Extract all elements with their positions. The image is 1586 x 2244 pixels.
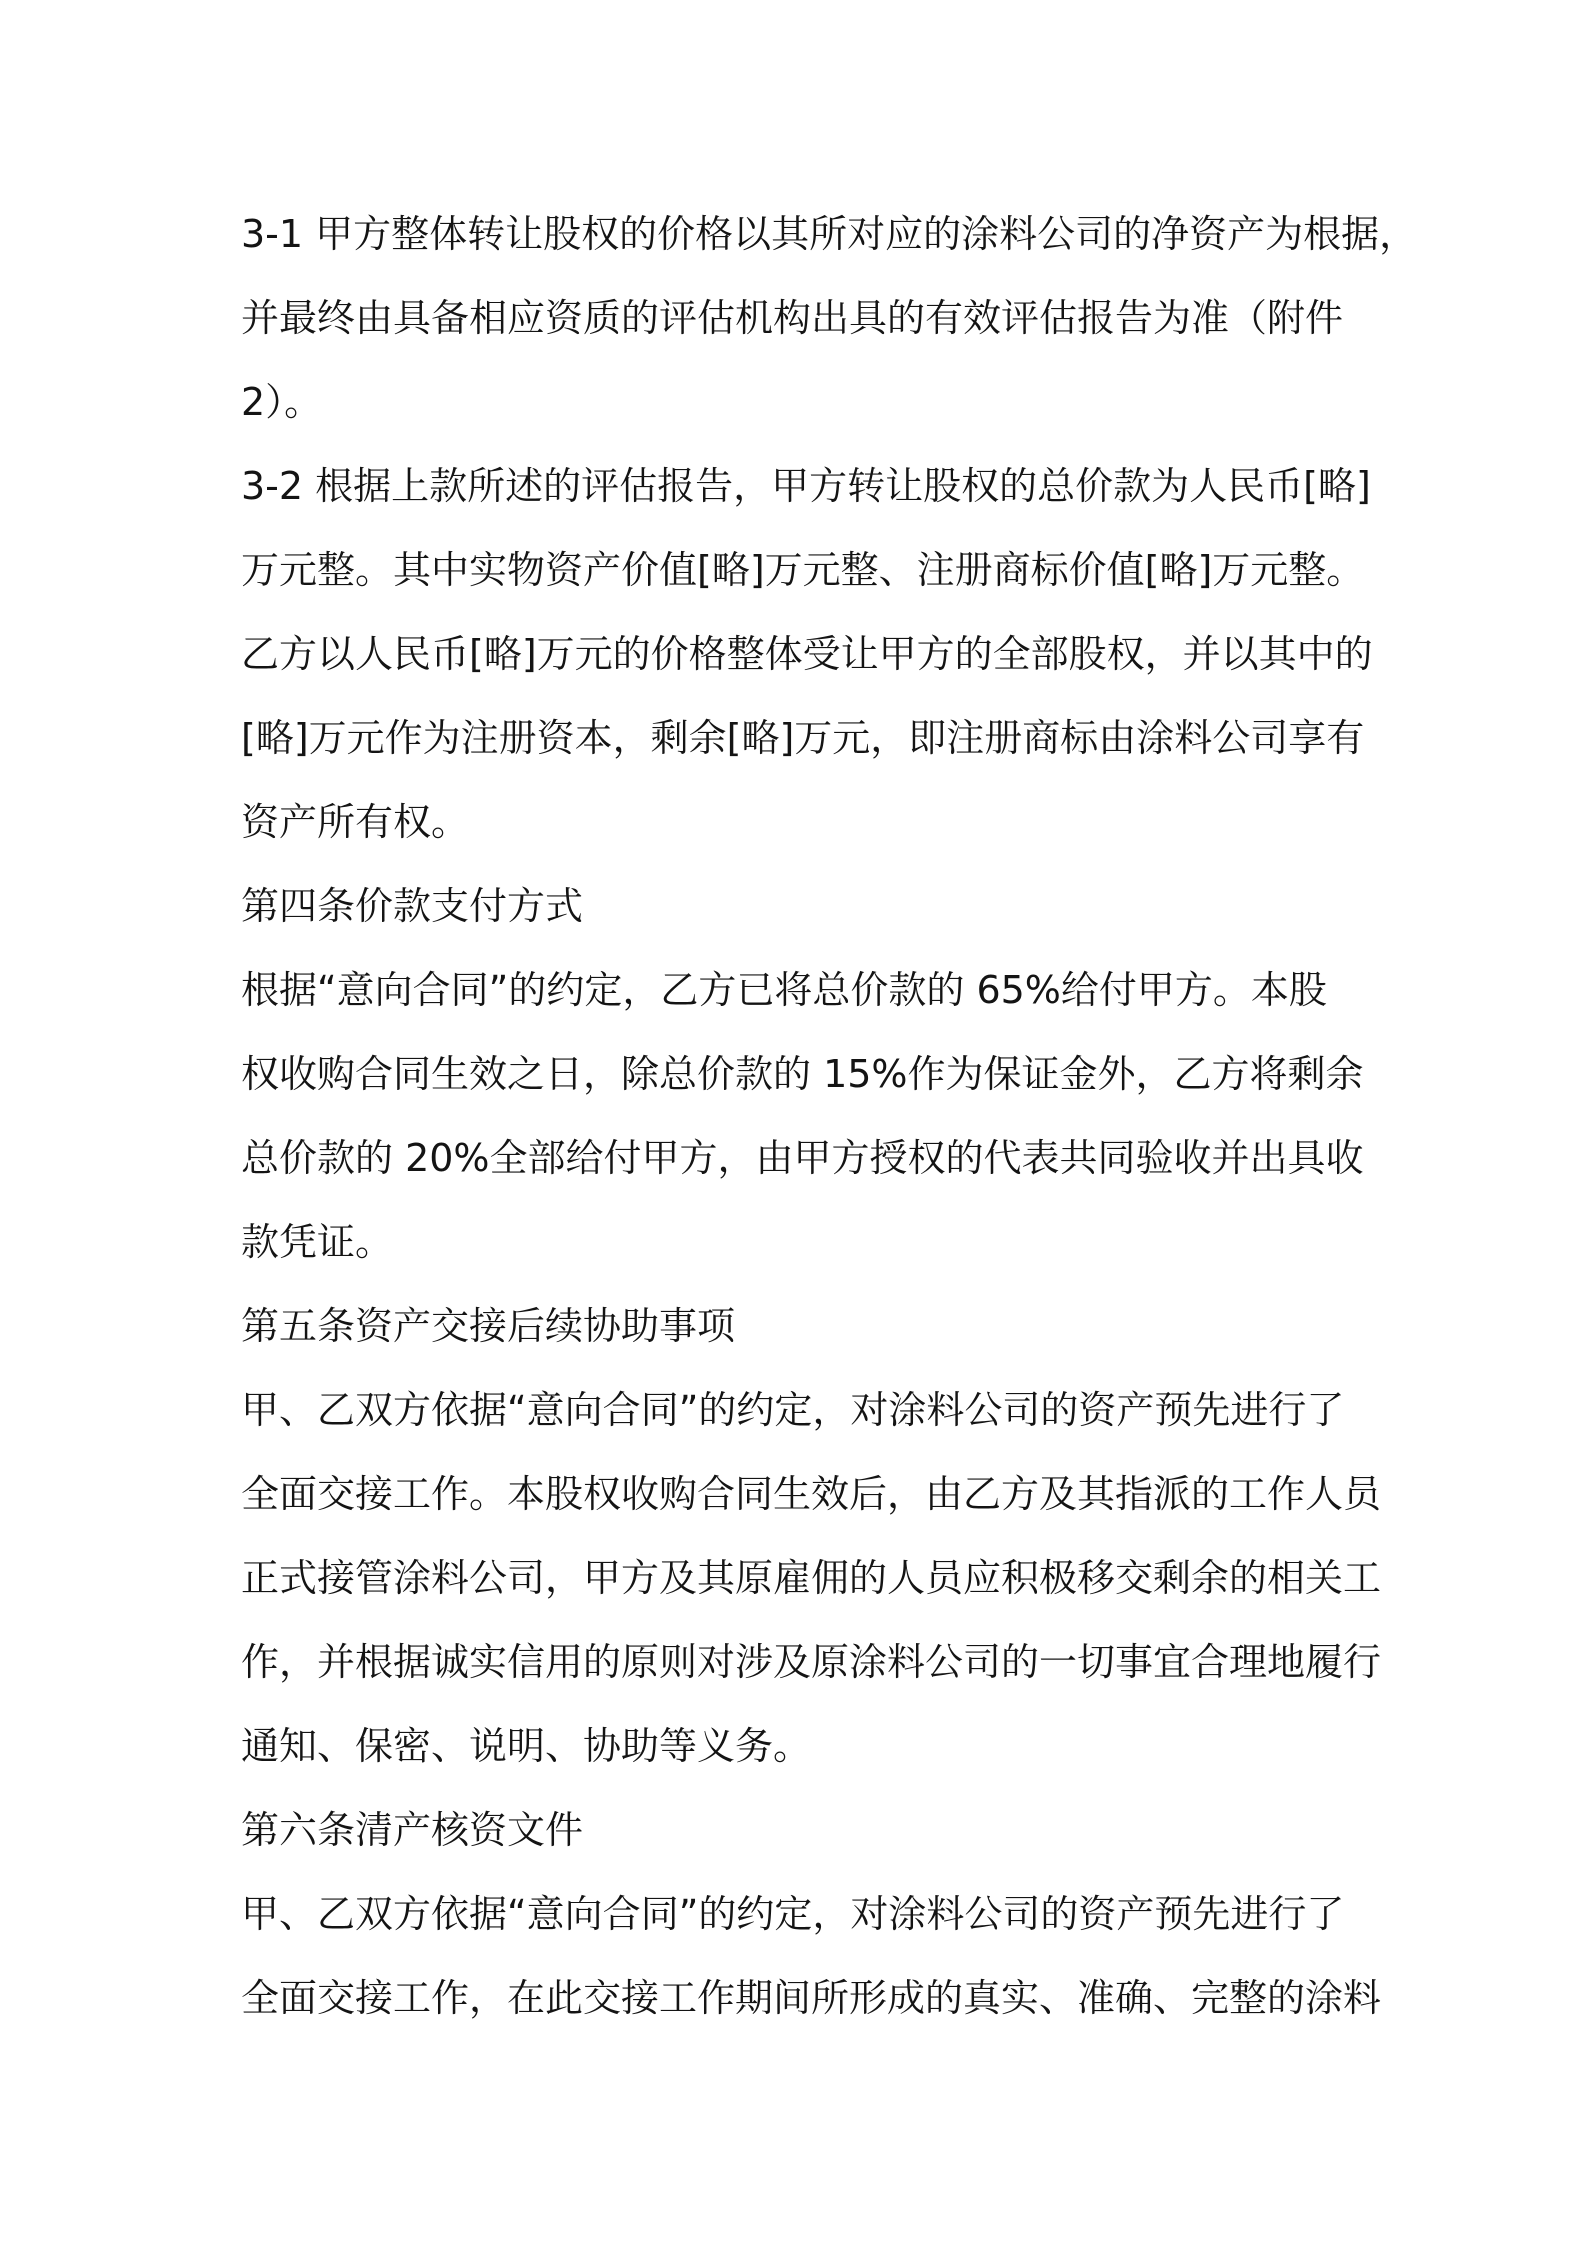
text-line: 乙方以人民币[略]万元的价格整体受让甲方的全部股权，并以其中的 — [241, 632, 1373, 676]
text-line: 通知、保密、说明、协助等义务。 — [241, 1724, 812, 1768]
text-line: 款凭证。 — [241, 1220, 394, 1264]
text-line: 正式接管涂料公司，甲方及其原雇佣的人员应积极移交剩余的相关工 — [241, 1556, 1382, 1600]
text-line: 总价款的 20%全部给付甲方，由甲方授权的代表共同验收并出具收 — [241, 1136, 1364, 1180]
text-line: 并最终由具备相应资质的评估机构出具的有效评估报告为准（附件 — [241, 296, 1344, 340]
text-line: 2）。 — [241, 380, 323, 424]
text-line: 作，并根据诚实信用的原则对涉及原涂料公司的一切事宜合理地履行 — [241, 1640, 1382, 1684]
section-heading: 第五条资产交接后续协助事项 — [241, 1304, 736, 1348]
section-heading: 第四条价款支付方式 — [241, 884, 584, 928]
text-line: 3-2 根据上款所述的评估报告，甲方转让股权的总价款为人民币[略] — [241, 464, 1371, 508]
document-body — [241, 192, 1418, 2040]
text-line: 全面交接工作，在此交接工作期间所形成的真实、准确、完整的涂料 — [241, 1976, 1382, 2020]
text-line: 万元整。其中实物资产价值[略]万元整、注册商标价值[略]万元整。 — [241, 548, 1365, 592]
section-heading: 第六条清产核资文件 — [241, 1808, 584, 1852]
text-line: 甲、乙双方依据“意向合同”的约定，对涂料公司的资产预先进行了 — [241, 1388, 1345, 1432]
text-line: 资产所有权。 — [241, 800, 470, 844]
text-line: 3-1 甲方整体转让股权的价格以其所对应的涂料公司的净资产为根据， — [241, 212, 1418, 256]
text-line: 根据“意向合同”的约定，乙方已将总价款的 65%给付甲方。本股 — [241, 968, 1327, 1012]
text-line: 甲、乙双方依据“意向合同”的约定，对涂料公司的资产预先进行了 — [241, 1892, 1345, 1936]
text-line: [略]万元作为注册资本，剩余[略]万元，即注册商标由涂料公司享有 — [241, 716, 1365, 760]
text-line: 全面交接工作。本股权收购合同生效后，由乙方及其指派的工作人员 — [241, 1472, 1382, 1516]
text-line: 权收购合同生效之日，除总价款的 15%作为保证金外，乙方将剩余 — [241, 1052, 1364, 1096]
